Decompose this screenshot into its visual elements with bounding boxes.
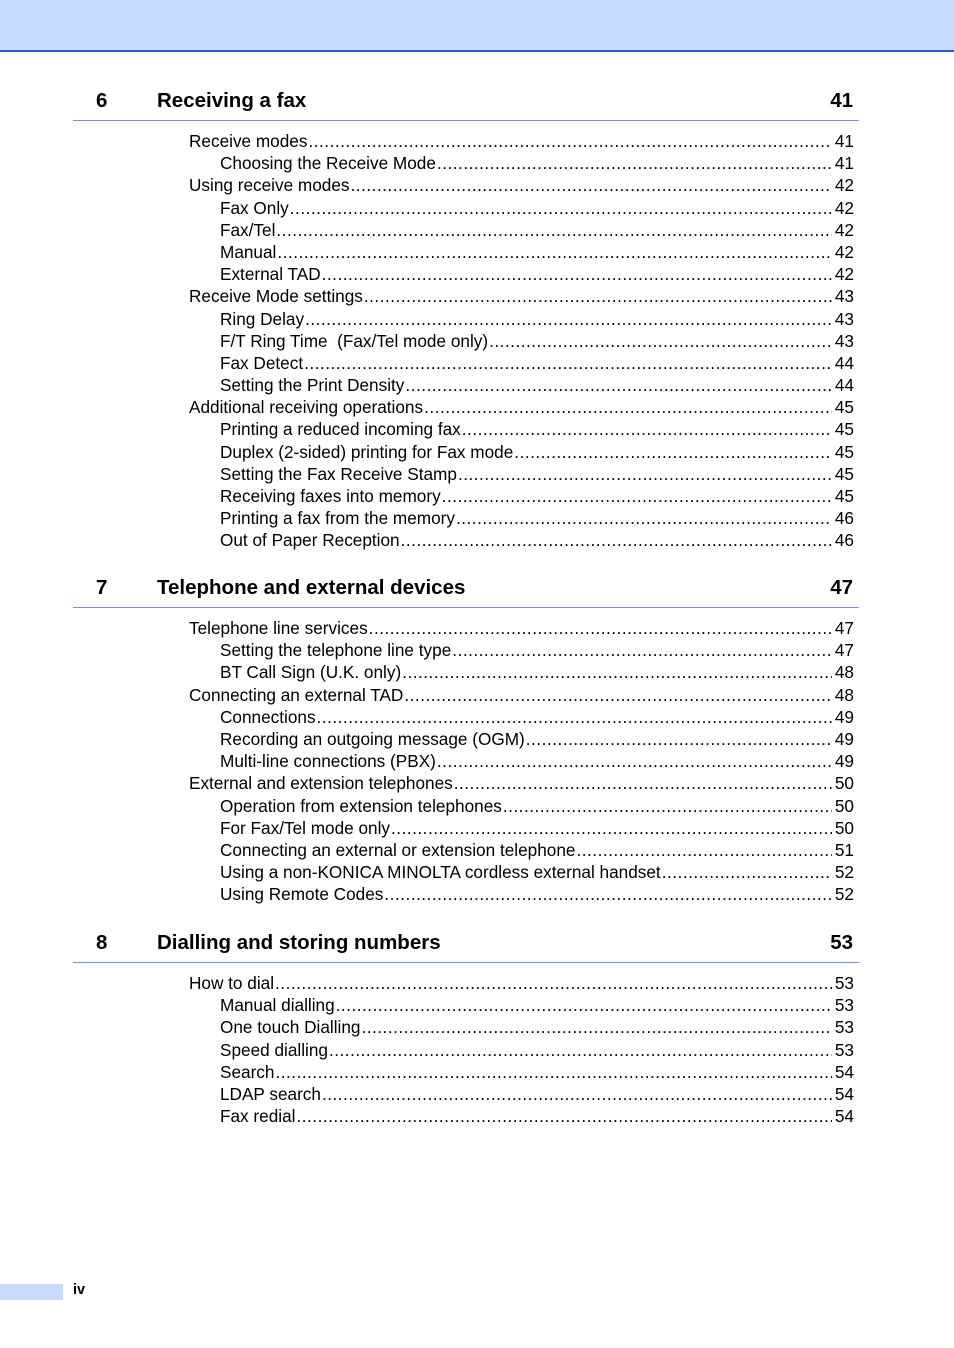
entry-title: Recording an outgoing message (OGM)	[220, 728, 525, 749]
toc-subsection-entry[interactable]	[220, 639, 859, 661]
entry-page: 42	[834, 264, 854, 285]
dot-leader	[662, 861, 832, 883]
toc-subsection-entry[interactable]	[220, 529, 859, 551]
dot-leader	[442, 485, 832, 507]
entry-title: Search	[220, 1061, 275, 1082]
entry-page: 42	[834, 241, 854, 262]
toc-subsection-entry[interactable]	[220, 817, 859, 839]
toc-subsection-entry[interactable]	[220, 308, 859, 330]
entry-page: 47	[834, 618, 854, 638]
chapter-heading[interactable]	[73, 931, 859, 963]
entry-page: 54	[834, 1083, 854, 1104]
entry-page: 45	[834, 463, 854, 484]
toc-subsection-entry[interactable]	[220, 197, 859, 219]
entry-page: 41	[834, 153, 854, 174]
dot-leader	[437, 152, 832, 174]
entry-title: Out of Paper Reception	[220, 530, 400, 551]
entry-title: Manual	[220, 241, 277, 262]
toc-subsection-entry[interactable]	[220, 152, 859, 174]
toc-subsection-entry[interactable]	[220, 418, 859, 440]
toc-subsection-entry[interactable]	[220, 374, 859, 396]
entry-page: 50	[834, 773, 854, 794]
toc-subsection-entry[interactable]	[220, 485, 859, 507]
toc-subsection-entry[interactable]	[220, 241, 859, 263]
entry-title: Using a non-KONICA MINOLTA cordless external handset	[220, 862, 661, 883]
dot-leader	[454, 772, 832, 794]
entry-page: 45	[834, 486, 854, 506]
entry-title: Manual dialling	[220, 995, 335, 1016]
dot-leader	[329, 1039, 832, 1061]
toc-section-entry[interactable]	[189, 772, 859, 794]
toc-entry-list	[73, 130, 859, 552]
dot-leader	[405, 374, 832, 396]
toc-section-entry[interactable]	[189, 617, 859, 639]
entry-page: 43	[834, 330, 854, 351]
toc-subsection-entry[interactable]	[220, 441, 859, 463]
entry-title: Printing a reduced incoming fax	[220, 419, 461, 440]
entry-title: Operation from extension telephones	[220, 795, 502, 816]
toc-subsection-entry[interactable]	[220, 330, 859, 352]
dot-leader	[290, 197, 832, 219]
dot-leader	[503, 795, 832, 817]
dot-leader	[462, 418, 832, 440]
toc-subsection-entry[interactable]	[220, 463, 859, 485]
entry-title: Fax redial	[220, 1106, 296, 1127]
toc-subsection-entry[interactable]	[220, 1016, 859, 1038]
toc-subsection-entry[interactable]	[220, 994, 859, 1016]
chapter-heading[interactable]	[73, 89, 859, 121]
entry-page: 53	[834, 1039, 854, 1060]
chapter-number: 7	[96, 576, 108, 599]
chapter-title: Dialling and storing numbers	[157, 931, 441, 954]
entry-title: Fax Only	[220, 197, 289, 218]
entry-page: 53	[834, 1017, 854, 1038]
entry-title: Ring Delay	[220, 308, 305, 329]
entry-page: 44	[834, 352, 854, 373]
toc-subsection-entry[interactable]	[220, 750, 859, 772]
entry-page: 54	[834, 1061, 854, 1082]
entry-title: Using Remote Codes	[220, 884, 384, 905]
dot-leader	[322, 263, 832, 285]
dot-leader	[456, 507, 832, 529]
chapter-number: 6	[96, 89, 108, 112]
entry-page: 53	[834, 995, 854, 1016]
dot-leader	[458, 463, 832, 485]
toc-subsection-entry[interactable]	[220, 883, 859, 905]
dot-leader	[384, 883, 832, 905]
entry-title: Multi-line connections (PBX)	[220, 751, 436, 772]
dot-leader	[308, 130, 832, 152]
entry-page: 45	[834, 419, 854, 440]
chapter-heading[interactable]	[73, 576, 859, 608]
dot-leader	[276, 219, 832, 241]
toc-subsection-entry[interactable]	[220, 839, 859, 861]
dot-leader	[514, 441, 832, 463]
entry-title: Choosing the Receive Mode	[220, 153, 436, 174]
entry-page: 44	[834, 375, 854, 396]
dot-leader	[304, 352, 832, 374]
entry-title: Speed dialling	[220, 1039, 328, 1060]
entry-page: 42	[834, 219, 854, 240]
dot-leader	[277, 241, 832, 263]
chapter-number: 8	[96, 931, 108, 954]
entry-title: Setting the telephone line type	[220, 640, 452, 661]
dot-leader	[275, 1061, 832, 1083]
toc-subsection-entry[interactable]	[220, 728, 859, 750]
page-number: iv	[73, 1282, 86, 1298]
toc-entry-list	[73, 972, 859, 1127]
dot-leader	[369, 617, 832, 639]
toc-subsection-entry[interactable]	[220, 795, 859, 817]
dot-leader	[275, 972, 832, 994]
entry-page: 50	[834, 795, 854, 816]
toc-section-entry[interactable]	[189, 130, 859, 152]
toc-subsection-entry[interactable]	[220, 219, 859, 241]
dot-leader	[336, 994, 832, 1016]
entry-title: External and extension telephones	[189, 773, 453, 794]
dot-leader	[452, 639, 832, 661]
dot-leader	[361, 1016, 832, 1038]
entry-page: 46	[834, 508, 854, 529]
dot-leader	[322, 1083, 832, 1105]
chapter-title: Telephone and external devices	[157, 576, 466, 599]
chapter-section	[73, 89, 859, 552]
dot-leader	[305, 308, 832, 330]
dot-leader	[296, 1105, 832, 1127]
entry-page: 41	[834, 131, 854, 151]
entry-title: Using receive modes	[189, 175, 350, 196]
entry-page: 48	[834, 662, 854, 683]
entry-page: 45	[834, 397, 854, 418]
toc-subsection-entry[interactable]	[220, 1083, 859, 1105]
toc-section-entry[interactable]	[189, 972, 859, 994]
dot-leader	[424, 396, 832, 418]
entry-page: 49	[834, 751, 854, 772]
toc-subsection-entry[interactable]	[220, 1039, 859, 1061]
toc-entry-list	[73, 617, 859, 905]
entry-page: 49	[834, 706, 854, 727]
entry-page: 49	[834, 728, 854, 749]
entry-title: Fax/Tel	[220, 219, 276, 240]
entry-page: 46	[834, 530, 854, 551]
entry-page: 43	[834, 286, 854, 307]
entry-title: One touch Dialling	[220, 1017, 361, 1038]
toc-section-entry[interactable]	[189, 285, 859, 307]
entry-title: Receive Mode settings	[189, 286, 363, 307]
entry-title: Additional receiving operations	[189, 397, 424, 418]
chapter-section	[73, 576, 859, 905]
chapter-section	[73, 931, 859, 1127]
entry-title: How to dial	[189, 973, 275, 993]
dot-leader	[437, 750, 832, 772]
toc-subsection-entry[interactable]	[220, 661, 859, 683]
dot-leader	[402, 661, 832, 683]
entry-page: 42	[834, 175, 854, 196]
entry-page: 43	[834, 308, 854, 329]
entry-title: External TAD	[220, 264, 321, 285]
entry-page: 45	[834, 441, 854, 462]
dot-leader	[317, 706, 832, 728]
entry-page: 48	[834, 684, 854, 705]
dot-leader	[526, 728, 832, 750]
entry-page: 50	[834, 817, 854, 838]
entry-title: LDAP search	[220, 1083, 321, 1104]
toc-subsection-entry[interactable]	[220, 352, 859, 374]
toc-section-entry[interactable]	[189, 684, 859, 706]
dot-leader	[351, 174, 833, 196]
entry-page: 53	[834, 973, 854, 993]
entry-title: Printing a fax from the memory	[220, 508, 455, 529]
entry-page: 52	[834, 884, 854, 905]
toc-subsection-entry[interactable]	[220, 507, 859, 529]
dot-leader	[404, 684, 832, 706]
header-band	[0, 0, 954, 52]
entry-title: BT Call Sign (U.K. only)	[220, 662, 402, 683]
chapter-page: 41	[830, 89, 853, 112]
chapter-page: 47	[830, 576, 853, 599]
entry-title: Receive modes	[189, 131, 308, 151]
entry-page: 51	[834, 839, 854, 860]
entry-title: Setting the Print Density	[220, 375, 405, 396]
chapter-title: Receiving a fax	[157, 89, 307, 112]
entry-page: 47	[834, 640, 854, 661]
entry-title: F/T Ring Time (Fax/Tel mode only)	[220, 330, 489, 351]
entry-page: 52	[834, 862, 854, 883]
entry-title: Fax Detect	[220, 352, 304, 373]
entry-title: Connections	[220, 706, 316, 727]
toc-subsection-entry[interactable]	[220, 861, 859, 883]
entry-title: For Fax/Tel mode only	[220, 817, 391, 838]
toc-section-entry[interactable]	[189, 174, 859, 196]
dot-leader	[576, 839, 832, 861]
dot-leader	[489, 330, 832, 352]
entry-title: Receiving faxes into memory	[220, 486, 441, 506]
footer-tab	[0, 1284, 63, 1300]
toc-subsection-entry[interactable]	[220, 263, 859, 285]
dot-leader	[364, 285, 832, 307]
dot-leader	[401, 529, 832, 551]
entry-title: Setting the Fax Receive Stamp	[220, 463, 457, 484]
toc-subsection-entry[interactable]	[220, 1061, 859, 1083]
entry-title: Connecting an external or extension telephone	[220, 839, 576, 860]
dot-leader	[391, 817, 832, 839]
chapter-page: 53	[830, 931, 853, 954]
toc-section-entry[interactable]	[189, 396, 859, 418]
entry-title: Duplex (2-sided) printing for Fax mode	[220, 441, 514, 462]
toc-subsection-entry[interactable]	[220, 706, 859, 728]
toc-subsection-entry[interactable]	[220, 1105, 859, 1127]
entry-title: Connecting an external TAD	[189, 684, 404, 705]
entry-title: Telephone line services	[189, 618, 368, 638]
entry-page: 54	[834, 1106, 854, 1127]
entry-page: 42	[834, 197, 854, 218]
